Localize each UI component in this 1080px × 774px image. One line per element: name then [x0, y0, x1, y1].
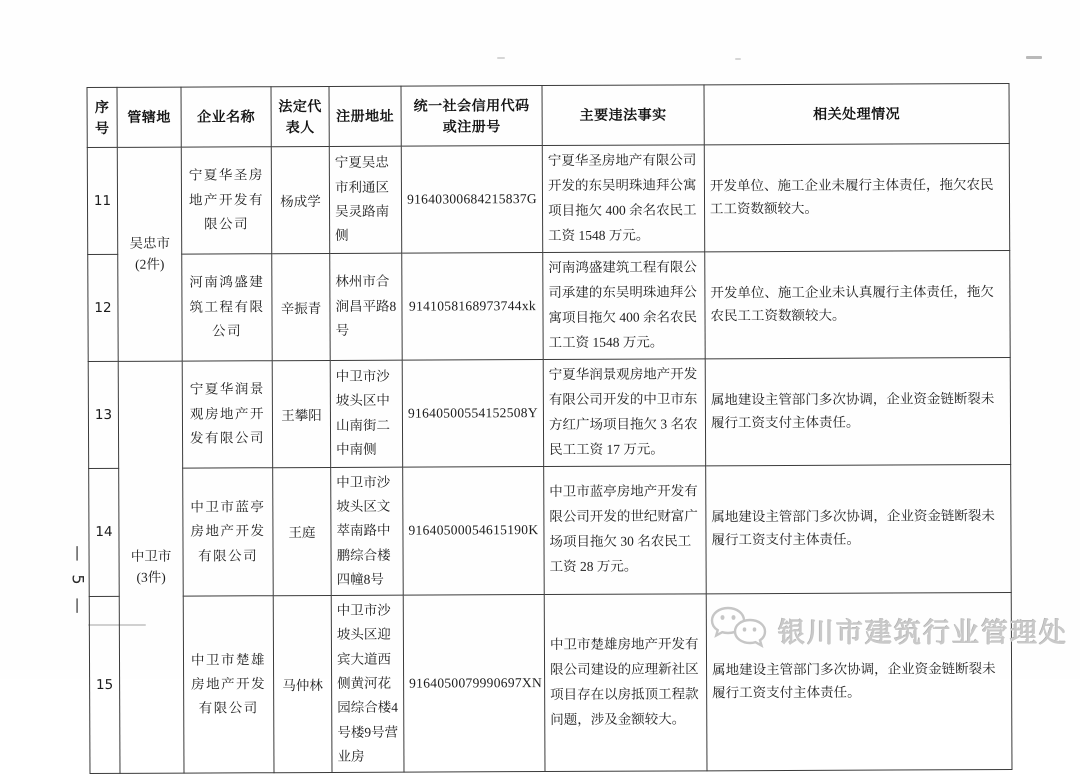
company-name: 河南鸿盛建筑工程有限公司	[182, 254, 272, 361]
table-row	[87, 143, 1009, 254]
jurisdiction-name: 吴忠市	[129, 235, 170, 251]
violations-table	[87, 83, 1013, 774]
legal-representative: 王庭	[273, 467, 332, 596]
page-number: — 5 —	[68, 545, 88, 618]
handling-status: 属地建设主管部门多次协调，企业资金链断裂未履行工资支付主体责任。	[705, 357, 1010, 465]
jurisdiction-count: (2件)	[135, 257, 165, 273]
main-violation: 河南鸿盛建筑工程有限公司承建的东吴明珠迪拜公寓项目拖欠 400 余名农民工工资 1548 万元。	[543, 252, 705, 360]
header-jurisdiction: 管辖地	[117, 87, 181, 147]
serial-no: 15	[89, 596, 120, 773]
table-header-row	[87, 83, 1009, 147]
header-registered-address: 注册地址	[329, 86, 401, 146]
legal-representative: 王攀阳	[272, 360, 330, 467]
jurisdiction-zhongwei	[118, 361, 184, 774]
header-handling: 相关处理情况	[704, 83, 1009, 144]
scan-artifact	[735, 58, 741, 60]
main-violation: 宁夏华圣房地产有限公司开发的东吴明珠迪拜公寓项目拖欠 400 余名农民工工资 1548 万元。	[542, 145, 704, 253]
serial-no: 14	[89, 468, 120, 597]
company-name: 宁夏华圣房地产开发有限公司	[181, 147, 271, 254]
main-violation: 宁夏华润景观房地产开发有限公司开发的中卫市东方红广场项目拖欠 3 名农民工工资 17 万元。	[543, 359, 705, 467]
company-name: 宁夏华润景观房地产开发有限公司	[182, 360, 272, 467]
jurisdiction-name: 中卫市	[130, 548, 172, 564]
credit-code: 91640500554152508Y	[402, 359, 543, 466]
company-name: 中卫市蓝亭房地产开发有限公司	[183, 467, 274, 596]
credit-code: 91640300684215837G	[401, 146, 542, 253]
company-name: 中卫市楚雄房地产开发有限公司	[183, 596, 274, 773]
header-main-violation: 主要违法事实	[542, 85, 704, 146]
handling-status: 属地建设主管部门多次协调，企业资金链断裂未履行工资支付主体责任。	[706, 464, 1012, 594]
main-violation: 中卫市蓝亭房地产开发有限公司开发的世纪财富广场项目拖欠 30 名农民工工资 28 万元。	[544, 465, 707, 594]
header-company-name: 企业名称	[181, 87, 271, 147]
registered-address: 中卫市沙坡头区文萃南路中鹏综合楼四幢8号	[331, 467, 404, 596]
registered-address: 中卫市沙坡头区迎宾大道西侧黄河花园综合楼4号楼9号营业房	[331, 595, 404, 772]
main-violation: 中卫市楚雄房地产开发有限公司建设的应理新社区项目存在以房抵顶工程款问题，涉及金额较大。	[544, 594, 707, 772]
scan-artifact	[1026, 56, 1042, 59]
watermark	[708, 604, 1068, 656]
table-row	[89, 464, 1012, 597]
legal-representative: 辛振青	[272, 253, 330, 360]
registered-address: 宁夏吴忠市利通区吴灵路南侧	[329, 146, 401, 253]
scan-artifact	[497, 57, 505, 59]
watermark-text: 银川市建筑行业管理处	[778, 617, 1068, 648]
serial-no: 11	[87, 147, 117, 254]
jurisdiction-wuzhong	[117, 147, 182, 361]
wechat-bubbles-logo-icon	[708, 604, 770, 656]
serial-no: 13	[88, 361, 118, 468]
handling-status: 属地建设主管部门多次协调，企业资金链断裂未履行工资支付主体责任。	[706, 593, 1012, 771]
handling-status: 开发单位、施工企业未履行主体责任，拖欠农民工工资数额较大。	[704, 143, 1009, 251]
table-row	[88, 250, 1010, 361]
credit-code: 9164050079990697XN	[403, 595, 545, 773]
handling-status: 开发单位、施工企业未认真履行主体责任，拖欠农民工工资数额较大。	[705, 250, 1010, 358]
registered-address: 中卫市沙坡头区中山南街二中南侧	[330, 360, 402, 467]
header-serial-no: 序号	[87, 87, 117, 147]
header-legal-representative: 法定代表人	[271, 86, 329, 146]
jurisdiction-count: (3件)	[136, 570, 166, 586]
legal-representative: 马仲林	[273, 596, 332, 773]
table-row	[88, 357, 1010, 468]
serial-no: 12	[88, 254, 118, 361]
header-credit-code: 统一社会信用代码或注册号	[401, 86, 542, 147]
credit-code: 91640500054615190K	[403, 466, 545, 595]
legal-representative: 杨成学	[271, 146, 329, 253]
registered-address: 林州市合涧昌平路8号	[330, 253, 402, 360]
credit-code: 9141058168973744xk	[402, 252, 543, 359]
